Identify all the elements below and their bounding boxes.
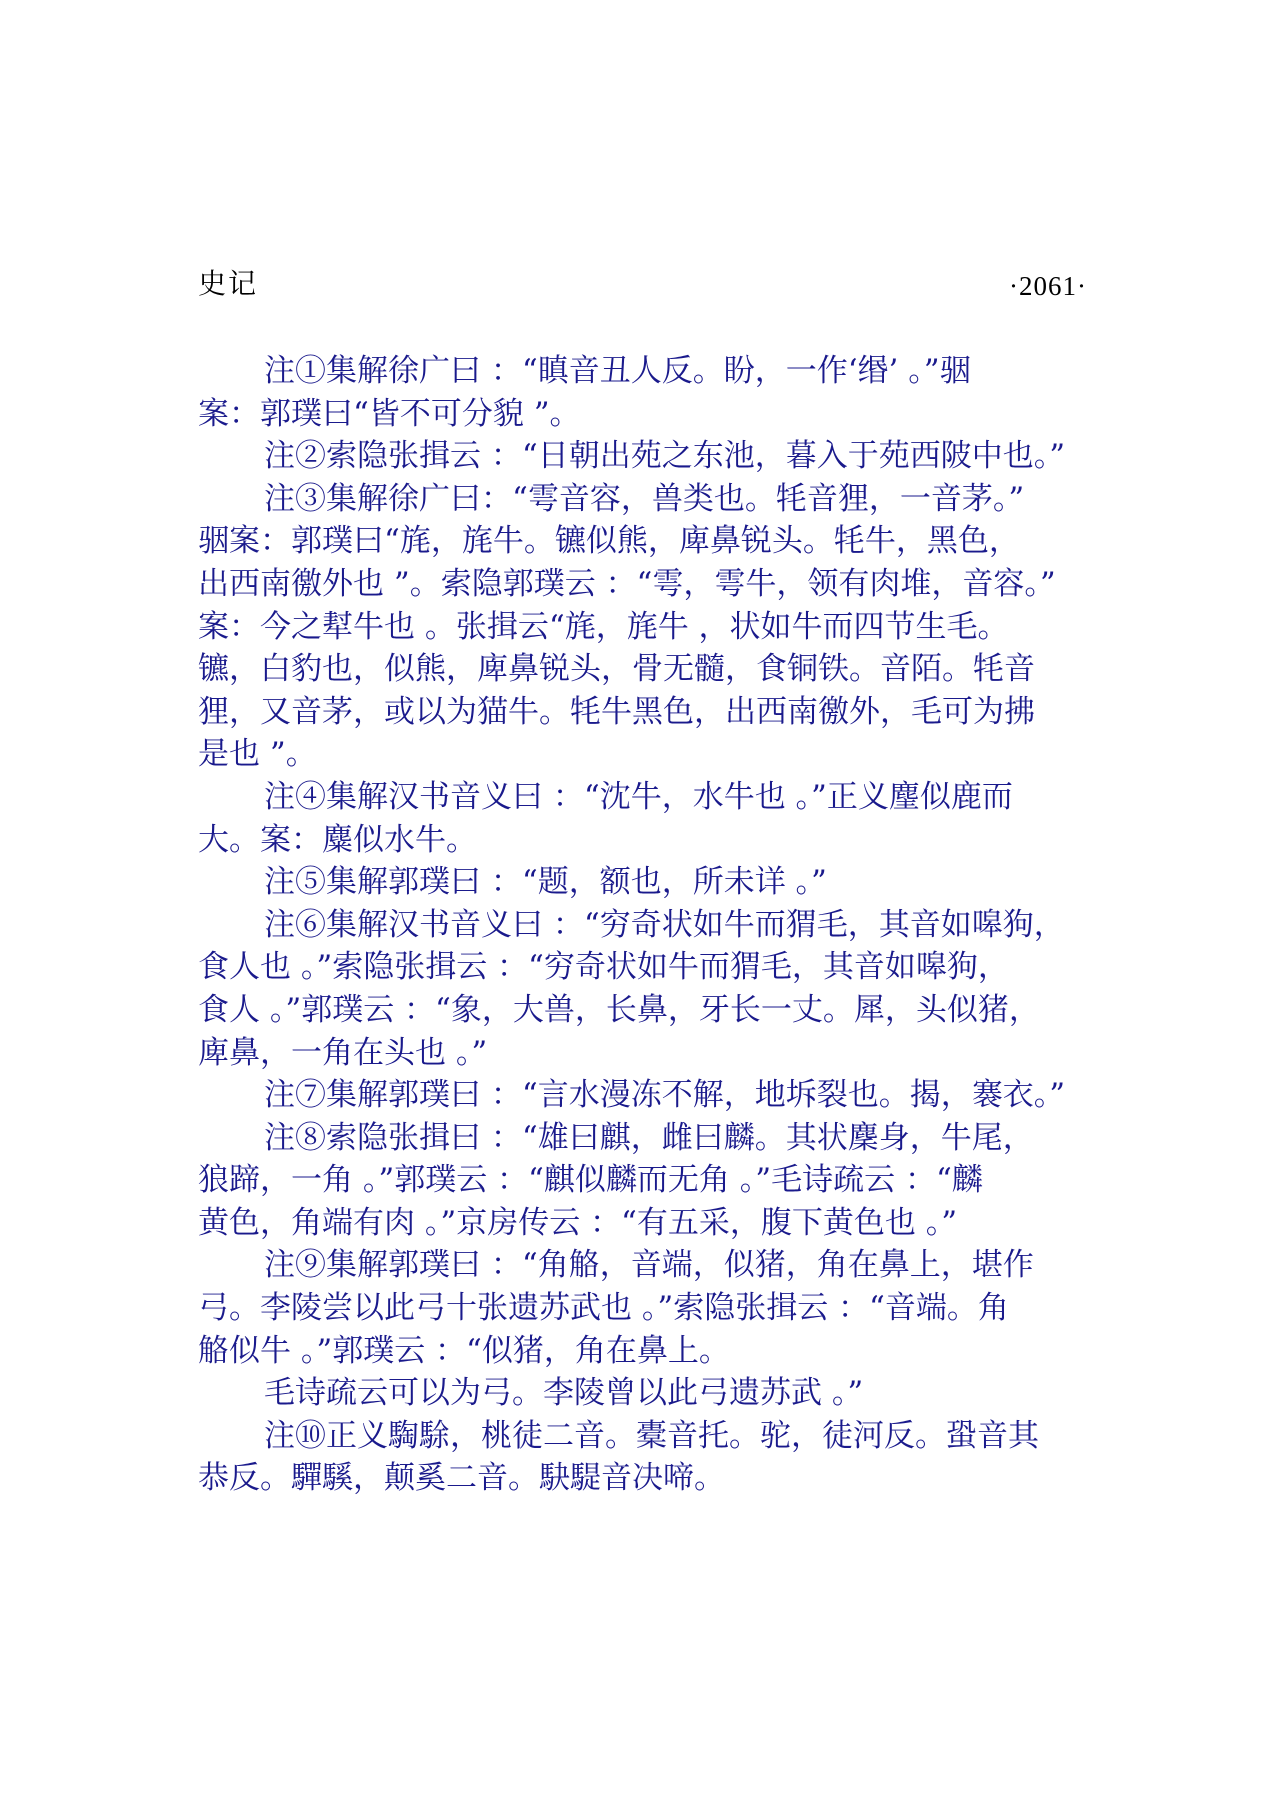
text-line: 毛诗疏云可以为弓。李陵曾以此弓遗苏武 。” <box>264 1375 864 1412</box>
text-line: 骃案：郭璞曰“旄，旄牛。镳似熊，庳鼻锐头。牦牛，黑色， <box>198 523 1020 560</box>
page-number: ·2061· <box>1009 271 1087 301</box>
text-line: 镳，白豹也，似熊，庳鼻锐头，骨无髓，食铜铁。音陌。牦音 <box>198 651 1035 688</box>
text-line: 狼蹄，一角 。”郭璞云 ：“麒似麟而无角 。”毛诗疏云 ：“麟 <box>198 1162 983 1199</box>
text-line: 注⑨集解郭璞曰 ：“角觡，音端，似猪，角在鼻上，堪作 <box>264 1247 1034 1284</box>
text-line: 注②索隐张揖云 ：“日朝出苑之东池，暮入于苑西陂中也。” <box>264 438 1066 475</box>
text-line: 恭反。驒騱，颠奚二音。駃騠音决啼。 <box>198 1460 725 1497</box>
text-line: 案：郭璞曰“皆不可分貌 ”。 <box>198 395 581 432</box>
text-line: 出西南徼外也 ”。索隐郭璞云 ：“雩，雩牛，领有肉堆，音容。” <box>198 565 1056 602</box>
annotation-body <box>198 350 1088 1500</box>
text-line: 注⑦集解郭璞曰 ：“言水漫冻不解，地坼裂也。揭，褰衣。” <box>264 1077 1066 1114</box>
text-line: 是也 ”。 <box>198 736 317 773</box>
text-line: 注⑧索隐张揖曰 ：“雄曰麒，雌曰麟。其状麇身，牛尾， <box>264 1119 1034 1156</box>
text-line: 注①集解徐广曰 ：“瞋音丑人反。盼，一作‘缗’ 。”骃 <box>264 353 971 389</box>
text-line: 黄色，角端有肉 。”京房传云 ：“有五采，腹下黄色也 。” <box>198 1204 958 1241</box>
running-header-title: 史记 <box>198 267 259 300</box>
text-line: 庳鼻，一角在头也 。” <box>198 1034 488 1071</box>
text-line: 注⑥集解汉书音义曰 ：“穷奇状如牛而猬毛，其音如嗥狗， <box>264 906 1065 943</box>
text-line: 食人也 。”索隐张揖云 ：“穷奇状如牛而猬毛，其音如嗥狗， <box>198 949 1009 986</box>
text-line: 食人 。”郭璞云 ：“象，大兽，长鼻，牙长一丈。犀，头似猪， <box>198 991 1040 1028</box>
text-line: 注⑤集解郭璞曰 ：“题，额也，所未详 。” <box>264 864 827 901</box>
text-line: 注④集解汉书音义曰 ：“沈牛，水牛也 。”正义麈似鹿而 <box>264 778 1013 815</box>
text-line: 大。案：麋似水牛。 <box>198 821 477 858</box>
text-line: 狸，又音茅，或以为猫牛。牦牛黑色，出西南徼外，毛可为拂 <box>198 693 1035 730</box>
text-line: 注③集解徐广曰：“雩音容，兽类也。牦音狸，一音茅。” <box>264 480 1025 517</box>
text-line: 弓。李陵尝以此弓十张遗苏武也 。”索隐张揖云 ：“音端。角 <box>198 1290 1009 1327</box>
text-line: 案：今之犎牛也 。张揖云“旄，旄牛 ，状如牛而四节生毛。 <box>198 608 1009 645</box>
text-line: 注⑩正义騊駼，桃徒二音。橐音托。驼，徒河反。蛩音其 <box>264 1417 1039 1454</box>
text-line: 觡似牛 。”郭璞云 ：“似猪，角在鼻上。 <box>198 1332 730 1369</box>
